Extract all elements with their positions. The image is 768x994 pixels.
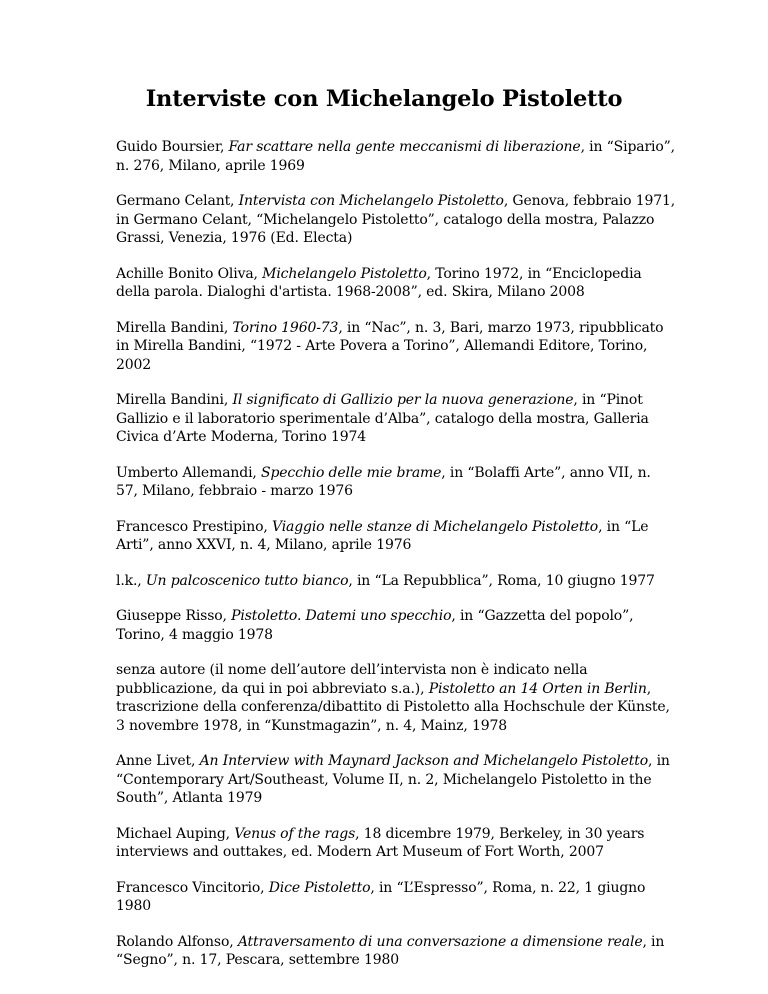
entry-title: Far scattare nella gente meccanismi di liberazione — [228, 139, 581, 155]
entry-author: senza autore (il nome dell’autore dell’intervista non è indicato nella pubblicazione, da qui in poi abbreviato s.a.), — [116, 662, 588, 697]
entry-title: Viaggio nelle stanze di Michelangelo Pistoletto — [271, 518, 599, 535]
list-item — [116, 933, 676, 970]
list-item — [116, 138, 676, 175]
list-item — [116, 265, 676, 302]
entry-title: Venus of the rags — [234, 825, 356, 842]
page-title: Interviste con Michelangelo Pistoletto — [145, 86, 623, 112]
entry-author: Francesco Prestipino, — [116, 518, 272, 535]
list-item — [116, 661, 676, 735]
entry-author: Giuseppe Risso, — [116, 608, 232, 624]
entry-author: Guido Boursier, — [116, 139, 229, 155]
list-item — [116, 879, 676, 916]
entry-details: , in “Gazzetta del popolo”, Torino, 4 maggio 1978 — [116, 608, 634, 643]
entry-title: Un palcoscenico tutto bianco — [145, 572, 349, 589]
list-item — [116, 825, 676, 862]
entry-title: Specchio delle mie brame — [261, 464, 442, 481]
list-item — [116, 752, 676, 808]
entry-title: Michelangelo Pistoletto — [262, 265, 427, 282]
entry-title: Pistoletto an 14 Orten in Berlin — [428, 680, 647, 697]
entry-details: , in “Le Arti”, anno XXVI, n. 4, Milano, aprile 1976 — [116, 518, 649, 553]
entry-details: , in “Sipario”, n. 276, Milano, aprile 1969 — [116, 139, 675, 174]
list-item — [116, 572, 676, 591]
entry-author: Anne Livet, — [116, 753, 200, 769]
entry-title: An Interview with Maynard Jackson and Michelangelo Pistoletto — [199, 753, 648, 769]
entry-details: , in “Segno”, n. 17, Pescara, settembre 1980 — [116, 933, 665, 968]
entry-details: , Genova, febbraio 1971, in Germano Celant, “Michelangelo Pistoletto”, catalogo della mostra, Palazzo Grassi, Venezia, 1976 (Ed. Electa) — [116, 193, 676, 246]
list-item — [116, 319, 676, 375]
list-item — [116, 518, 676, 555]
entry-author: Mirella Bandini, — [116, 319, 233, 336]
entry-author: Rolando Alfonso, — [116, 933, 238, 950]
entry-details: , in “La Repubblica”, Roma, 10 giugno 1977 — [348, 572, 655, 589]
interview-list — [116, 138, 676, 987]
entry-title: Torino 1960-73 — [232, 319, 339, 336]
entry-details: , in “Nac”, n. 3, Bari, marzo 1973, ripubblicato in Mirella Bandini, “1972 - Arte Povera a Torino”, Allemandi Editore, Torino, 2002 — [116, 319, 664, 373]
entry-title: Attraversamento di una conversazione a dimensione reale — [237, 933, 643, 950]
entry-title: Il significato di Gallizio per la nuova generazione — [232, 392, 574, 408]
entry-author: Umberto Allemandi, — [116, 464, 261, 481]
list-item — [116, 192, 676, 248]
entry-title: Intervista con Michelangelo Pistoletto — [238, 193, 504, 209]
entry-title: Dice Pistoletto — [268, 879, 371, 896]
entry-details: , 18 dicembre 1979, Berkeley, in 30 years interviews and outtakes, ed. Modern Art Museum of Fort Worth, 2007 — [116, 825, 645, 860]
entry-author: Mirella Bandini, — [116, 392, 233, 408]
entry-author: Achille Bonito Oliva, — [116, 265, 263, 282]
entry-details: , in “Bolaffi Arte”, anno VII, n. 57, Milano, febbraio - marzo 1976 — [116, 464, 651, 499]
entry-title: Pistoletto. Datemi uno specchio — [231, 608, 452, 624]
list-item — [116, 607, 676, 644]
entry-details: , in “Pinot Gallizio e il laboratorio sperimentale d’Alba”, catalogo della mostra, Galleria Civica d’Arte Moderna, Torino 1974 — [116, 392, 649, 445]
entry-details: , trascrizione della conferenza/dibattito di Pistoletto alla Hochschule der Künste, 3 novembre 1978, in “Kunstmagazin”, n. 4, Mainz, 1978 — [116, 680, 670, 734]
entry-details: , in “Contemporary Art/Southeast, Volume II, n. 2, Michelangelo Pistoletto in the South”, Atlanta 1979 — [116, 753, 670, 806]
entry-author: Francesco Vincitorio, — [116, 879, 269, 896]
list-item — [116, 464, 676, 501]
entry-details: , in “L’Espresso”, Roma, n. 22, 1 giugno 1980 — [116, 879, 646, 914]
entry-author: Michael Auping, — [116, 825, 235, 842]
list-item — [116, 391, 676, 447]
entry-author: Germano Celant, — [116, 193, 239, 209]
entry-details: , Torino 1972, in “Enciclopedia della parola. Dialoghi d'artista. 1968-2008”, ed. Skira, Milano 2008 — [116, 265, 642, 300]
entry-author: l.k., — [116, 572, 146, 589]
